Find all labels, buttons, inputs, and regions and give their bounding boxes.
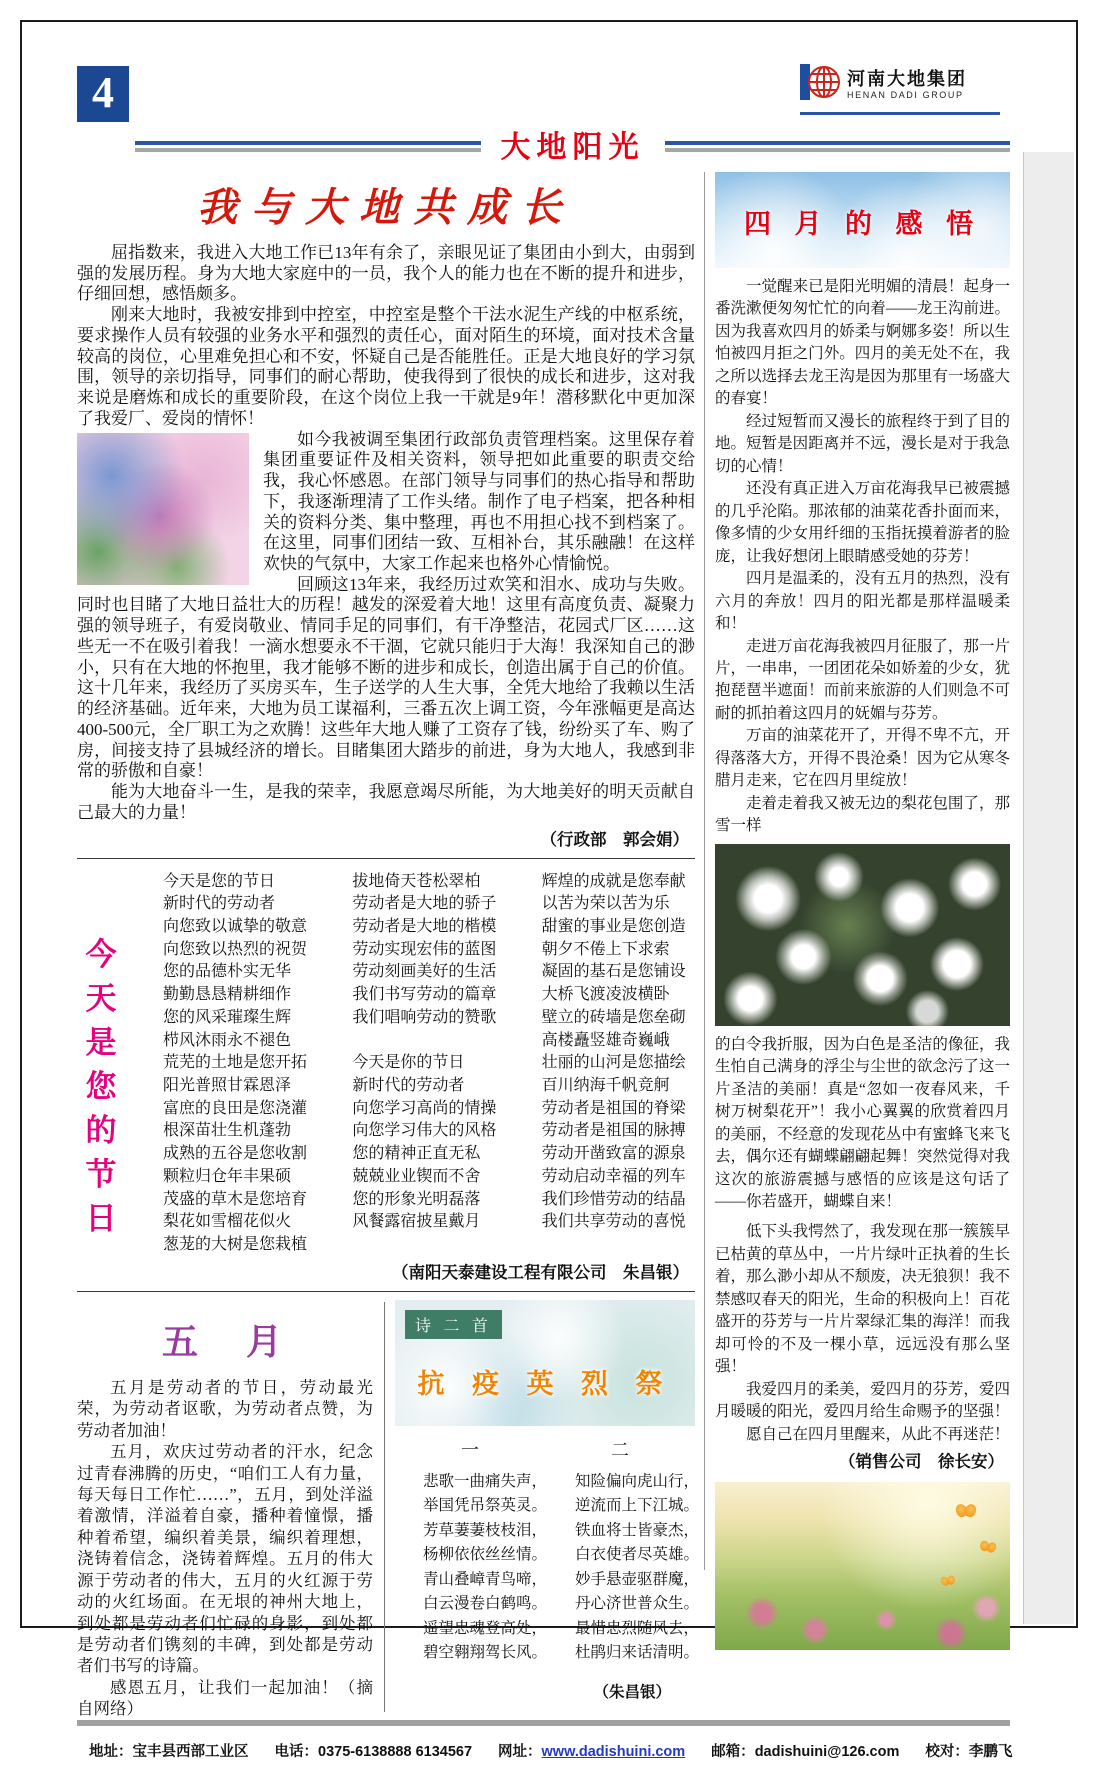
poem-line: 向您致以热烈的祝贺 bbox=[163, 940, 308, 958]
poem-vertical-title: 今天是您的节日 bbox=[85, 936, 117, 1236]
may-paragraphs bbox=[77, 1377, 373, 1720]
right-column bbox=[715, 168, 1010, 1720]
poem-line: 新时代的劳动者 bbox=[163, 895, 276, 913]
poem-line: 逆流而上下江城。 bbox=[575, 1497, 700, 1515]
poem-line: 丹心济世普众生。 bbox=[575, 1595, 700, 1613]
labor-day-poem bbox=[77, 871, 695, 1257]
poem-line: 劳动者是大地的骄子 bbox=[352, 895, 497, 913]
footer-info bbox=[77, 1740, 1013, 1761]
memorial-attribution: （朱昌银） bbox=[593, 1683, 671, 1701]
poem-line: 我们唱响劳动的赞歌 bbox=[352, 1008, 497, 1026]
article1-body bbox=[77, 243, 695, 824]
poem-line: 大桥飞渡凌波横卧 bbox=[541, 986, 670, 1004]
poem1-label: 一 bbox=[461, 1439, 479, 1460]
april-paragraph: 走着走着我又被无边的梨花包围了，那雪一样 bbox=[715, 794, 1010, 835]
april-paragraph: 万亩的油菜花开了，开得不卑不亢，开得落落大方，开得不畏沧桑！因为它从寒冬腊月走来，它在四月里绽放！ bbox=[715, 727, 1010, 790]
logo-name-cn: 河南大地集团 bbox=[847, 69, 967, 90]
april-article-title: 四 月 的 感 悟 bbox=[743, 209, 981, 239]
poem-line: 劳动实现宏伟的蓝图 bbox=[352, 940, 497, 958]
poem-line: 芳草萋萋枝枝泪， bbox=[423, 1521, 548, 1539]
poem-line: 我们珍惜劳动的结晶 bbox=[541, 1190, 686, 1208]
may-title: 五 月 bbox=[161, 1320, 288, 1362]
footer-phone: 电话：0375-6138888 6134567 bbox=[274, 1743, 473, 1760]
lilac-flowers-photo bbox=[77, 433, 249, 585]
column-divider bbox=[704, 172, 705, 1570]
poem-line: 知险偏向虎山行， bbox=[575, 1472, 700, 1490]
poem-line: 拔地倚天苍松翠柏 bbox=[352, 872, 481, 890]
poem-line: 劳动刻画美好的生活 bbox=[352, 963, 497, 981]
poem-line: 栉风沐雨永不褪色 bbox=[163, 1031, 292, 1049]
poem-line: 茂盛的草木是您培育 bbox=[163, 1190, 308, 1208]
memorial-header-photo bbox=[395, 1300, 695, 1426]
april-paragraph: 一觉醒来已是阳光明媚的清晨！起身一番洗漱便匆匆忙忙的向着——龙王沟前进。因为我喜欢四月的娇柔与婀娜多姿！所以生怕被四月拒之门外。四月的美无处不在，我之所以选择去龙王沟是因为那里有一场盛大的春宴！ bbox=[715, 278, 1010, 408]
april-paragraph: 愿自己在四月里醒来，从此不再迷茫！ bbox=[746, 1425, 1010, 1443]
poem-line: 朝夕不倦上下求索 bbox=[541, 940, 670, 958]
poem-line: 甜蜜的事业是您创造 bbox=[541, 918, 686, 935]
section-divider bbox=[77, 1291, 695, 1292]
poem-line: 百川纳海千帆竞舸 bbox=[541, 1077, 670, 1095]
article1-paragraph: 刚来大地时，我被安排到中控室，中控室是整个干法水泥生产线的中枢系统，要求操作人员有较强的业务水平和强烈的责任心，面对陌生的环境，面对技术含量较高的岗位，心里难免担心和不安，怀疑自己是否能胜任。正是大地良好的学习氛围，领导的亲切指导，同事们的耐心帮助，使我得到了很快的成长和进步，这对我来说是磨炼和成长的重要阶段，在这个岗位上我一干就是9年！潜移默化中更加深了我爱厂、爱岗的情怀！ bbox=[77, 305, 695, 428]
poem-line: 劳动者是祖国的脊梁 bbox=[541, 1099, 686, 1117]
may-article bbox=[77, 1300, 373, 1720]
poem-line: 向您学习伟大的风格 bbox=[352, 1122, 497, 1140]
poem-line: 壮丽的山河是您描绘 bbox=[541, 1054, 686, 1072]
memorial-poem-1 bbox=[395, 1470, 547, 1666]
april-paragraph: 低下头我愕然了，我发现在那一簇簇早已枯黄的草丛中，一片片绿叶正执着的生长着，那么渺小却从不颓废，决无狼狈！我不禁感叹春天的阳光，生命的积极向上！百花盛开的芬芳与一片片翠绿汇集的海洋！而我却可怜的不及一棵小草，远远没有那么坚强！ bbox=[715, 1223, 1010, 1376]
poem-line: 凝固的基石是您铺设 bbox=[541, 963, 686, 981]
poem-column-3 bbox=[506, 871, 695, 1257]
footer-email: 邮箱：dadishuini@126.com bbox=[711, 1743, 900, 1760]
butterfly-icon bbox=[979, 1540, 997, 1554]
may-paragraph: 五月是劳动者的节日，劳动最光荣，为劳动者讴歌，为劳动者点赞，为劳动者加油！ bbox=[77, 1377, 373, 1440]
april-paragraphs-a bbox=[715, 276, 1010, 838]
page-header bbox=[77, 66, 1010, 162]
poem-line: 杜鹃归来话清明。 bbox=[575, 1644, 700, 1662]
butterfly-icon bbox=[940, 1575, 955, 1587]
poem-line: 荒芜的土地是您开拓 bbox=[163, 1054, 308, 1072]
poem-line: 白衣使者尽英雄。 bbox=[575, 1546, 700, 1564]
globe-icon bbox=[800, 62, 840, 107]
poem-line: 您的风采璀璨生辉 bbox=[163, 1008, 292, 1026]
poem-line: 您的品德朴实无华 bbox=[163, 963, 292, 981]
article1-title: 我与大地共成长 bbox=[197, 185, 575, 230]
masthead-title: 大地阳光 bbox=[500, 131, 645, 164]
poem-line: 兢兢业业锲而不舍 bbox=[352, 1167, 481, 1185]
vertical-divider bbox=[384, 1302, 385, 1712]
footer-rule bbox=[77, 1720, 1010, 1726]
poem-line: 辉煌的成就是您奉献 bbox=[541, 872, 686, 890]
company-logo bbox=[800, 62, 1000, 115]
poem-line: 今天是您的节日 bbox=[163, 872, 276, 890]
sky-clouds-photo bbox=[715, 172, 1010, 268]
poem-line: 根深苗壮生机蓬勃 bbox=[163, 1122, 292, 1140]
poem-line: 成熟的五谷是您收割 bbox=[163, 1145, 308, 1163]
april-paragraphs-c bbox=[715, 1221, 1010, 1446]
memorial-poem-labels bbox=[395, 1436, 695, 1462]
poem-line bbox=[352, 1030, 505, 1053]
april-paragraph-after-image: 的白令我折服，因为白色是圣洁的像征，我生怕自己满身的浮尘与尘世的欲念污了这一片圣洁的美丽！真是“忽如一夜春风来，千树万树梨花开”！我小心翼翼的欣赏着四月的美丽，不经意的发现花丛中有蜜蜂飞来飞去，偶尔还有蝴蝶翩翩起舞！突然觉得对我这次的旅游震撼与感悟的应该是这句话了——你若盛开，蝴蝶自来！ bbox=[715, 1035, 1010, 1210]
poem-line: 壁立的砖墙是您垒砌 bbox=[541, 1008, 686, 1026]
april-paragraph: 四月是温柔的，没有五月的热烈，没有六月的奔放！四月的阳光都是那样温暖柔和！ bbox=[715, 570, 1010, 633]
article1-paragraphs-a bbox=[77, 243, 695, 430]
poem-line: 颗粒归仓年丰果硕 bbox=[163, 1167, 292, 1185]
logo-name-en: HENAN DADI GROUP bbox=[847, 89, 964, 100]
memorial-poem-2 bbox=[547, 1470, 699, 1666]
poem-line: 青山叠嶂青鸟啼， bbox=[423, 1570, 548, 1588]
poem-line: 您的形象光明磊落 bbox=[352, 1190, 481, 1208]
poem-line: 劳动启动幸福的列车 bbox=[541, 1167, 686, 1185]
memorial-poems bbox=[395, 1300, 700, 1720]
poem-line: 您的精神正直无私 bbox=[352, 1145, 481, 1163]
poem-line: 铁血将士皆豪杰， bbox=[575, 1521, 700, 1539]
rule-left bbox=[135, 141, 481, 152]
page-number-box: 4 bbox=[77, 66, 129, 122]
may-paragraph: 感恩五月，让我们一起加油！（摘自网络） bbox=[77, 1677, 373, 1719]
poems-badge: 诗 二 首 bbox=[405, 1310, 502, 1339]
poem-line: 葱茏的大树是您栽植 bbox=[163, 1236, 308, 1254]
april-paragraph: 还没有真正进入万亩花海我早已被震撼的几乎沦陷。那浓郁的油菜花香扑面而来，像多情的少女用纤细的玉指抚摸着游者的脸庞，让我好想闭上眼睛感受她的芬芳！ bbox=[715, 480, 1010, 565]
article1-paragraph: 能为大地奋斗一生，是我的荣幸，我愿意竭尽所能，为大地美好的明天贡献自己最大的力量！ bbox=[77, 782, 695, 822]
memorial-title: 抗 疫 英 烈 祭 bbox=[417, 1368, 673, 1399]
flower-meadow-photo bbox=[715, 1482, 1010, 1650]
website-link[interactable]: www.dadishuini.com bbox=[541, 1743, 686, 1760]
article1-paragraph: 屈指数来，我进入大地工作已13年有余了，亲眼见证了集团由小到大，由弱到强的发展历程。身为大地大家庭中的一员，我个人的能力也在不断的提升和进步，仔细回想，感悟颇多。 bbox=[77, 243, 695, 304]
poem-line: 最惜忠烈随风去， bbox=[575, 1619, 700, 1637]
poem-line: 白云漫卷白鹤鸣。 bbox=[423, 1595, 548, 1613]
poem-line: 我们书写劳动的篇章 bbox=[352, 986, 497, 1004]
pear-blossom-photo bbox=[715, 844, 1010, 1026]
poem-line: 勤勤恳恳精耕细作 bbox=[163, 986, 292, 1004]
section-divider bbox=[77, 858, 695, 859]
poem-line: 劳动者是大地的楷模 bbox=[352, 918, 497, 935]
newspaper-page bbox=[20, 20, 1078, 1760]
labor-poem-attribution: （南阳天泰建设工程有限公司 朱昌银） bbox=[392, 1263, 689, 1282]
bottom-row bbox=[77, 1300, 700, 1720]
april-signature: （销售公司 徐长安） bbox=[839, 1453, 1004, 1472]
poem-line: 向您学习高尚的情操 bbox=[352, 1099, 497, 1117]
may-paragraph: 五月，欢庆过劳动者的汗水，纪念过青春沸腾的历史，“咱们工人有力量，每天每日工作忙……”，五月，到处洋溢着激情，洋溢着自豪，播种着憧憬，播种着希望，编织着美景，编织着理想，浇铸着信念，浇铸着辉煌。五月的伟大源于劳动者的伟大，五月的火红源于劳动的火红场面。在无垠的神州大地上，到处都是劳动者们忙碌的身影，到处都是劳动者们镌刻的丰碑，到处都是劳动者们书写的诗篇。 bbox=[77, 1442, 373, 1676]
page-footer bbox=[77, 1720, 1013, 1787]
poem-line: 我们共享劳动的喜悦 bbox=[541, 1213, 686, 1231]
footer-address: 地址：宝丰县西部工业区 bbox=[89, 1743, 249, 1760]
poem-line: 高楼矗竖雄奇巍峨 bbox=[541, 1031, 670, 1049]
article1-paragraph: 回顾这13年来，我经历过欢笑和泪水、成功与失败。同时也目睹了大地日益壮大的历程！越发的深爱着大地！这里有高度负责、凝聚力强的领导班子，有爱岗敬业、情同手足的同事们，有干净整洁，花园式厂区……这些无一不在吸引着我！一滴水想要永不干涸，它就只能归于大海！我深知自己的渺小，只有在大地的怀抱里，我才能够不断的进步和成长，创造出属于自己的价值。这十几年来，我经历了买房买车，生子送学的人生大事，全凭大地给了我赖以生活的经济基础。近年来，大地为员工谋福利，三番五次上调工资，今年涨幅更是高达400-500元，全厂职工为之欢腾！这些年大地人赚了工资存了钱，纷纷买了车、购了房，间接支持了县城经济的增长。目睹集团大踏步的前进，身为大地人，我感到非常的骄傲和自豪！ bbox=[77, 574, 695, 781]
poem-line: 今天是你的节日 bbox=[352, 1054, 465, 1072]
masthead-rule bbox=[135, 124, 1010, 168]
poem-column-1 bbox=[127, 871, 316, 1257]
poem-line: 富庶的良田是您浇灌 bbox=[163, 1099, 308, 1117]
article1-signature: （行政部 郭会娟） bbox=[540, 830, 689, 849]
memorial-columns bbox=[395, 1470, 700, 1666]
left-column bbox=[77, 168, 700, 1720]
poem-line: 阳光普照甘霖恩泽 bbox=[163, 1077, 292, 1095]
poem-line: 梨花如雪榴花似火 bbox=[163, 1213, 292, 1231]
poem-line: 劳动开凿致富的源泉 bbox=[541, 1145, 686, 1163]
poem-line: 妙手悬壶驱群魔， bbox=[575, 1570, 700, 1588]
poem2-label: 二 bbox=[611, 1439, 629, 1460]
poem-line: 遥望忠魂登高处， bbox=[423, 1619, 548, 1637]
poem-line: 新时代的劳动者 bbox=[352, 1077, 465, 1095]
page-edge-gutter bbox=[1023, 152, 1074, 1624]
page-content bbox=[77, 168, 1010, 1720]
poem-line: 向您致以诚挚的敬意 bbox=[163, 918, 308, 935]
article1-paragraph: 如今我被调至集团行政部负责管理档案。这里保存着集团重要证件及相关资料，领导把如此重要的职责交给我，我心怀感恩。在部门领导与同事们的热心指导和帮助下，我逐渐理清了工作头绪。制作了电子档案，把各种相关的资料分类、集中整理，再也不用担心找不到档案了。在这里，同事们团结一致、互相补台，其乐融融！在这样欢快的气氛中，大家工作起来也格外心情愉悦。 bbox=[263, 429, 695, 574]
footer-website: 网址：www.dadishuini.com bbox=[498, 1743, 686, 1760]
poem-line: 碧空翱翔驾长风。 bbox=[423, 1644, 548, 1662]
poem-line: 以苦为荣以苦为乐 bbox=[541, 895, 670, 913]
april-paragraph: 走进万亩花海我被四月征服了，那一片片，一串串，一团团花朵如娇羞的少女，犹抱琵琶半遮面！而前来旅游的人们则急不可耐的抓拍着这四月的妩媚与芬芳。 bbox=[715, 637, 1010, 722]
poem-line: 风餐露宿披星戴月 bbox=[352, 1213, 481, 1231]
butterfly-icon bbox=[956, 1504, 976, 1518]
poem-line: 劳动者是祖国的脉搏 bbox=[541, 1122, 686, 1140]
poem-line: 悲歌一曲痛失声， bbox=[423, 1472, 548, 1490]
poem-line: 杨柳依依丝丝情。 bbox=[423, 1546, 548, 1564]
rule-right bbox=[665, 141, 1011, 152]
footer-proofreader: 校对：李鹏飞 bbox=[925, 1743, 1013, 1760]
april-paragraph: 我爱四月的柔美，爱四月的芬芳，爱四月暖暖的阳光，爱四月给生命赐予的坚强！ bbox=[715, 1380, 1010, 1421]
april-paragraph: 经过短暂而又漫长的旅程终于到了目的地。短暂是因距离并不远，漫长是对于我急切的心情！ bbox=[715, 412, 1010, 475]
poem-column-2 bbox=[316, 871, 505, 1257]
logo-underline bbox=[800, 112, 1000, 115]
poem-line: 举国凭吊祭英灵。 bbox=[423, 1497, 548, 1515]
